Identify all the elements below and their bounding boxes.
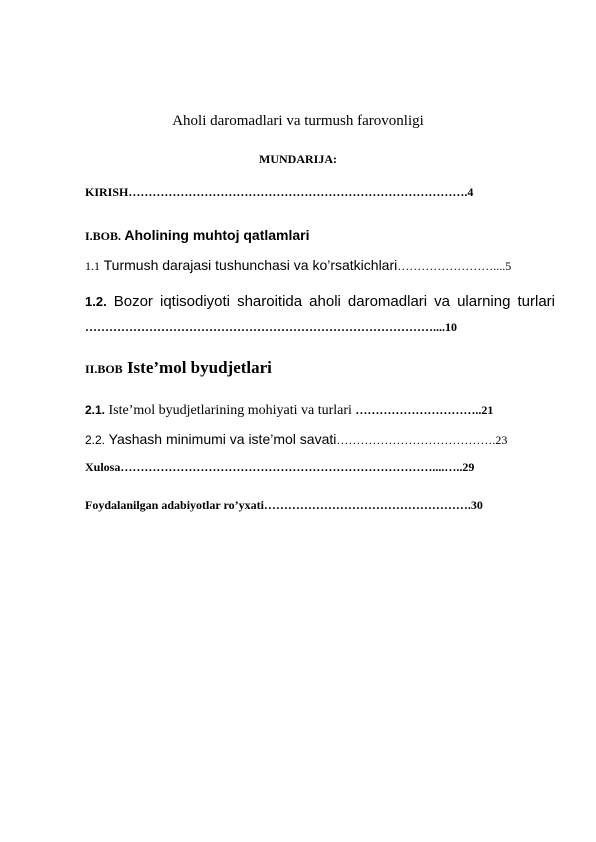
- section-title: Turmush darajasi tushunchasi va ko’rsatkichlari: [100, 257, 398, 273]
- section-title: Yashash minimumi va iste’mol savati: [105, 431, 337, 447]
- section-number: 2.2.: [85, 433, 106, 447]
- section-title: Iste’mol byudjetlarining mohiyati va turlari: [105, 403, 356, 418]
- toc-chapter-1: [85, 227, 555, 245]
- section-number: 1.2.: [85, 294, 107, 309]
- toc-label: Xulosa: [85, 460, 121, 474]
- toc-entry-2-1: [85, 401, 555, 419]
- toc-entry-1-1: [85, 257, 555, 275]
- toc-page: 23: [495, 433, 508, 447]
- document-title: Aholi daromadlari va turmush farovonligi: [172, 113, 424, 129]
- toc-leader: …………………………………………………………………………: [128, 185, 465, 199]
- toc-entry-2-2: [85, 431, 555, 449]
- toc-label: KIRISH: [85, 185, 129, 199]
- toc-leader: …………………………………………….: [263, 498, 471, 512]
- toc-page: .4: [464, 185, 474, 199]
- section-number: 1.1: [85, 259, 100, 273]
- toc-leader: ……………………………………………………………………....…..: [120, 460, 463, 474]
- chapter-title: Aholining muhtoj qatlamlari: [121, 227, 310, 243]
- toc-page: 5: [505, 259, 512, 273]
- toc-page: 21: [481, 403, 494, 417]
- toc-leader: ……………………....: [397, 259, 506, 273]
- toc-entry-1-2: [85, 293, 555, 311]
- toc-heading: MUNDARIJA:: [259, 152, 337, 166]
- toc-label: Foydalanilgan adabiyotlar ro’yxati: [85, 498, 264, 512]
- toc-page: 29: [462, 460, 475, 474]
- toc-entry-1-2-leader: [85, 320, 555, 335]
- toc-chapter-2: [85, 358, 555, 378]
- toc-leader: …………………………..: [355, 403, 482, 417]
- chapter-title: Iste’mol byudjetlari: [122, 358, 272, 377]
- section-number: 2.1.: [85, 403, 106, 417]
- toc-entry-conclusion: [85, 460, 555, 475]
- toc-entry-references: [85, 498, 555, 513]
- toc-leader: ……………………………………………………………………………....: [85, 320, 445, 334]
- chapter-prefix: I.BOB.: [85, 229, 122, 243]
- toc-entry-intro: [85, 185, 555, 200]
- toc-page: 30: [470, 498, 483, 512]
- section-title: Bozor iqtisodiyoti sharoitida aholi daromadlari va ularning turlari: [106, 293, 555, 310]
- toc-leader: ………………………………….: [336, 433, 496, 447]
- toc-page: 10: [445, 320, 457, 334]
- chapter-prefix: II.BOB: [85, 362, 123, 376]
